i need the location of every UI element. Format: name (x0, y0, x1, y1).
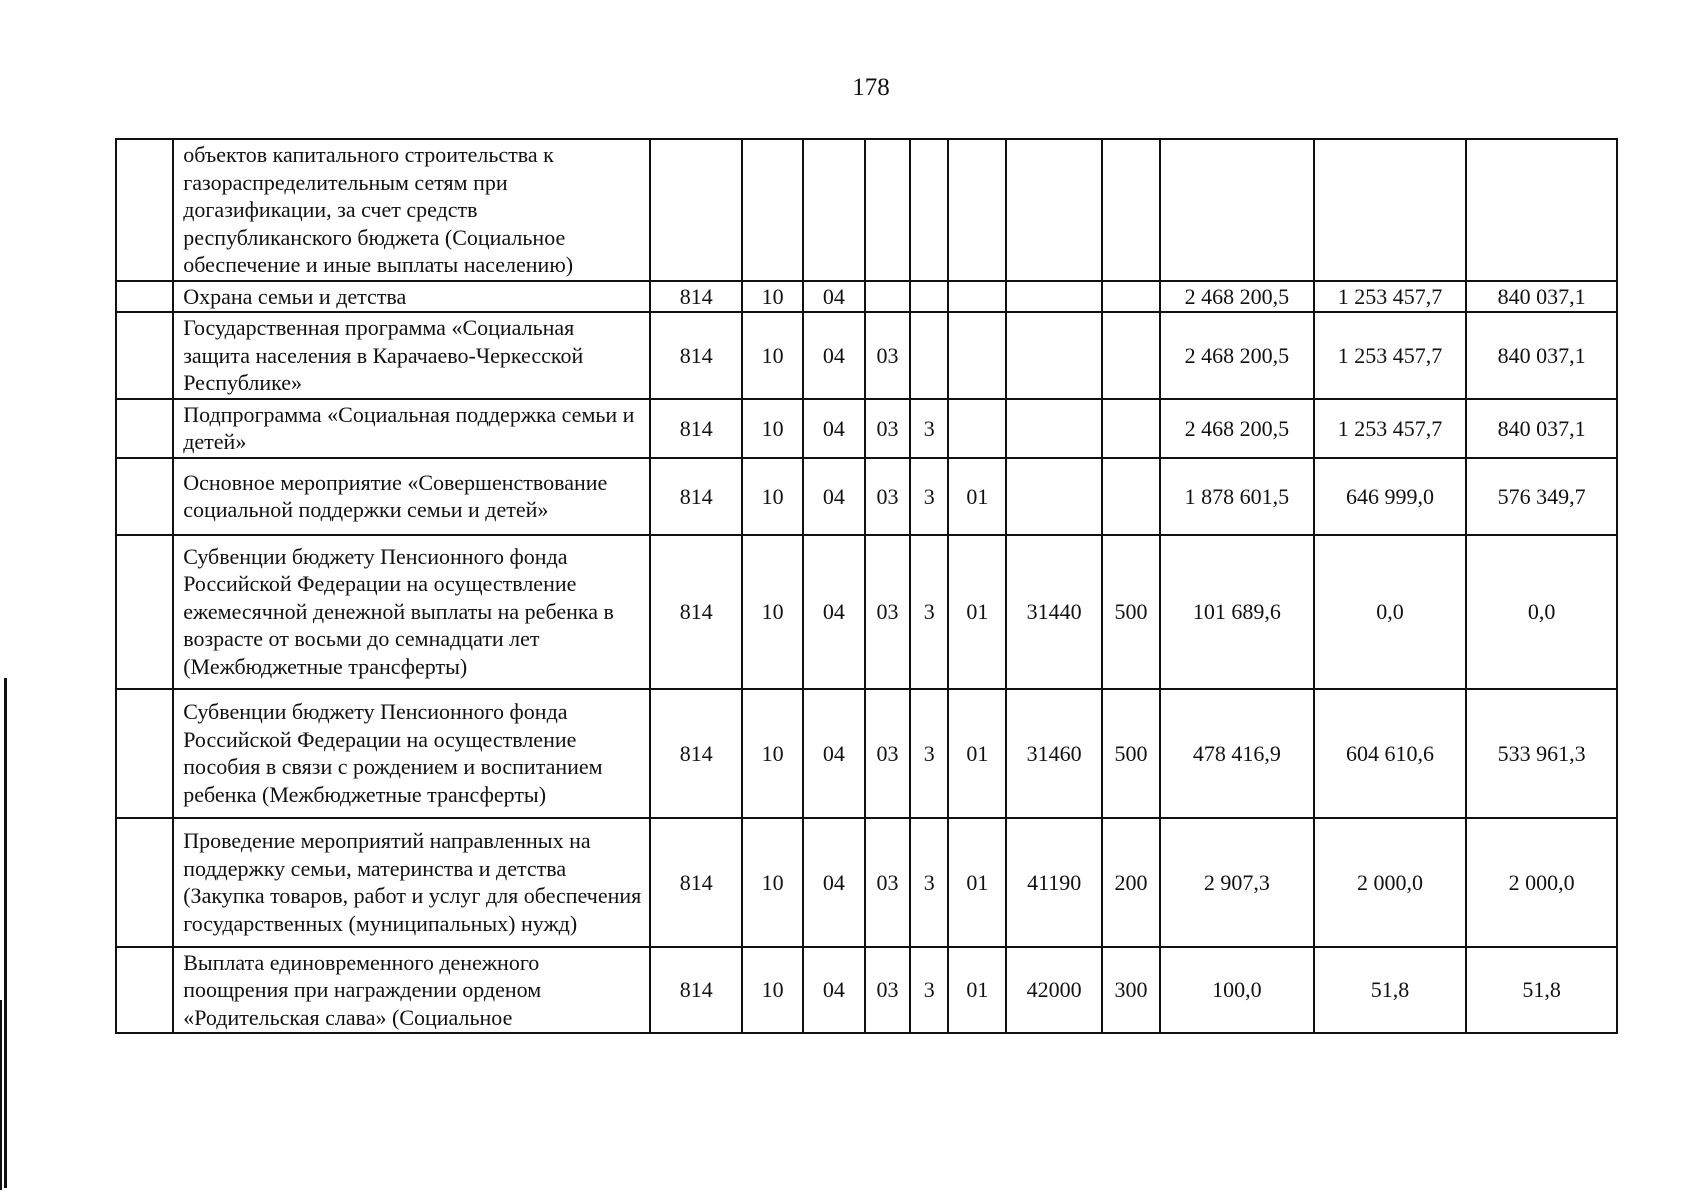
row-number-cell (116, 399, 173, 458)
item-name-cell: Выплата единовременного денежного поощрения при награждении орденом «Родительская слава» (Социальное (173, 947, 650, 1034)
section-code-cell: 10 (742, 281, 802, 313)
program-code-cell (865, 139, 910, 281)
table-row (116, 281, 1617, 313)
item-name-cell: Подпрограмма «Социальная поддержка семьи и детей» (173, 399, 650, 458)
expense-type-cell (1102, 312, 1160, 399)
grbs-code-cell: 814 (650, 281, 742, 313)
expense-type-cell: 500 (1102, 689, 1160, 818)
table-row (116, 535, 1617, 689)
subprogram-code-cell: 3 (910, 947, 948, 1034)
item-name-cell: Охрана семьи и детства (173, 281, 650, 313)
expense-type-cell (1102, 281, 1160, 313)
expense-direction-cell (1006, 139, 1101, 281)
amount-year2-cell (1314, 139, 1467, 281)
amount-year3-cell: 840 037,1 (1466, 312, 1617, 399)
grbs-code-cell: 814 (650, 689, 742, 818)
section-code-cell: 10 (742, 689, 802, 818)
amount-year3-cell: 2 000,0 (1466, 818, 1617, 947)
item-name-cell: Основное мероприятие «Совершенствование социальной поддержки семьи и детей» (173, 458, 650, 535)
row-number-cell (116, 312, 173, 399)
program-code-cell: 03 (865, 818, 910, 947)
expense-direction-cell: 41190 (1006, 818, 1101, 947)
item-name-cell: Проведение мероприятий направленных на поддержку семьи, материнства и детства (Закупка товаров, работ и услуг для обеспечения государственных (муниципальных) нужд) (173, 818, 650, 947)
grbs-code-cell: 814 (650, 399, 742, 458)
main-activity-code-cell (948, 312, 1006, 399)
grbs-code-cell: 814 (650, 947, 742, 1034)
main-activity-code-cell (948, 281, 1006, 313)
expense-type-cell (1102, 139, 1160, 281)
subprogram-code-cell: 3 (910, 818, 948, 947)
section-code-cell: 10 (742, 947, 802, 1034)
expense-direction-cell (1006, 281, 1101, 313)
program-code-cell: 03 (865, 535, 910, 689)
amount-year2-cell: 51,8 (1314, 947, 1467, 1034)
amount-year1-cell: 1 878 601,5 (1160, 458, 1314, 535)
subsection-code-cell: 04 (803, 399, 865, 458)
main-activity-code-cell: 01 (948, 535, 1006, 689)
amount-year1-cell (1160, 139, 1314, 281)
subsection-code-cell (803, 139, 865, 281)
expense-direction-cell (1006, 399, 1101, 458)
section-code-cell: 10 (742, 458, 802, 535)
subsection-code-cell: 04 (803, 312, 865, 399)
row-number-cell (116, 281, 173, 313)
row-number-cell (116, 947, 173, 1034)
amount-year2-cell: 1 253 457,7 (1314, 281, 1467, 313)
expense-direction-cell (1006, 458, 1101, 535)
amount-year3-cell: 51,8 (1466, 947, 1617, 1034)
section-code-cell: 10 (742, 535, 802, 689)
subsection-code-cell: 04 (803, 535, 865, 689)
amount-year3-cell (1466, 139, 1617, 281)
table-row (116, 312, 1617, 399)
row-number-cell (116, 535, 173, 689)
program-code-cell (865, 281, 910, 313)
program-code-cell: 03 (865, 399, 910, 458)
amount-year3-cell: 840 037,1 (1466, 281, 1617, 313)
amount-year2-cell: 2 000,0 (1314, 818, 1467, 947)
row-number-cell (116, 689, 173, 818)
subprogram-code-cell (910, 139, 948, 281)
table-row (116, 458, 1617, 535)
section-code-cell (742, 139, 802, 281)
program-code-cell: 03 (865, 947, 910, 1034)
amount-year2-cell: 1 253 457,7 (1314, 312, 1467, 399)
subsection-code-cell: 04 (803, 818, 865, 947)
amount-year3-cell: 0,0 (1466, 535, 1617, 689)
section-code-cell: 10 (742, 312, 802, 399)
table-body (116, 139, 1617, 1033)
table-row (116, 947, 1617, 1034)
expense-direction-cell: 42000 (1006, 947, 1101, 1034)
amount-year2-cell: 0,0 (1314, 535, 1467, 689)
row-number-cell (116, 139, 173, 281)
amount-year1-cell: 100,0 (1160, 947, 1314, 1034)
grbs-code-cell: 814 (650, 458, 742, 535)
grbs-code-cell (650, 139, 742, 281)
program-code-cell: 03 (865, 312, 910, 399)
subprogram-code-cell: 3 (910, 458, 948, 535)
subsection-code-cell: 04 (803, 947, 865, 1034)
main-activity-code-cell: 01 (948, 458, 1006, 535)
subsection-code-cell: 04 (803, 458, 865, 535)
subprogram-code-cell (910, 312, 948, 399)
main-activity-code-cell: 01 (948, 947, 1006, 1034)
expense-type-cell (1102, 399, 1160, 458)
expense-type-cell (1102, 458, 1160, 535)
section-code-cell: 10 (742, 818, 802, 947)
item-name-cell: Субвенции бюджету Пенсионного фонда Российской Федерации на осуществление ежемесячной денежной выплаты на ребенка в возрасте от восьми до семнадцати лет (Межбюджетные трансферты) (173, 535, 650, 689)
expense-direction-cell: 31460 (1006, 689, 1101, 818)
grbs-code-cell: 814 (650, 312, 742, 399)
subprogram-code-cell: 3 (910, 399, 948, 458)
amount-year2-cell: 604 610,6 (1314, 689, 1467, 818)
amount-year1-cell: 2 468 200,5 (1160, 312, 1314, 399)
amount-year1-cell: 2 468 200,5 (1160, 281, 1314, 313)
expense-type-cell: 200 (1102, 818, 1160, 947)
main-activity-code-cell: 01 (948, 818, 1006, 947)
main-activity-code-cell: 01 (948, 689, 1006, 818)
table-row (116, 689, 1617, 818)
expense-type-cell: 300 (1102, 947, 1160, 1034)
budget-table (115, 138, 1618, 1034)
grbs-code-cell: 814 (650, 818, 742, 947)
program-code-cell: 03 (865, 689, 910, 818)
section-code-cell: 10 (742, 399, 802, 458)
table-row (116, 399, 1617, 458)
amount-year3-cell: 576 349,7 (1466, 458, 1617, 535)
amount-year1-cell: 101 689,6 (1160, 535, 1314, 689)
scan-edge-mark (0, 1000, 2, 1190)
amount-year3-cell: 840 037,1 (1466, 399, 1617, 458)
item-name-cell: объектов капитального строительства к газораспределительным сетям при догазификации, за счет средств республиканского бюджета (Социальное обеспечение и иные выплаты населению) (173, 139, 650, 281)
subsection-code-cell: 04 (803, 281, 865, 313)
table-row (116, 818, 1617, 947)
scan-edge-mark (4, 678, 7, 1188)
main-activity-code-cell (948, 139, 1006, 281)
subprogram-code-cell (910, 281, 948, 313)
program-code-cell: 03 (865, 458, 910, 535)
amount-year1-cell: 2 468 200,5 (1160, 399, 1314, 458)
subsection-code-cell: 04 (803, 689, 865, 818)
expense-direction-cell (1006, 312, 1101, 399)
amount-year3-cell: 533 961,3 (1466, 689, 1617, 818)
expense-direction-cell: 31440 (1006, 535, 1101, 689)
main-activity-code-cell (948, 399, 1006, 458)
table-row (116, 139, 1617, 281)
amount-year2-cell: 646 999,0 (1314, 458, 1467, 535)
amount-year2-cell: 1 253 457,7 (1314, 399, 1467, 458)
item-name-cell: Государственная программа «Социальная защита населения в Карачаево-Черкесской Республике» (173, 312, 650, 399)
expense-type-cell: 500 (1102, 535, 1160, 689)
grbs-code-cell: 814 (650, 535, 742, 689)
row-number-cell (116, 818, 173, 947)
amount-year1-cell: 2 907,3 (1160, 818, 1314, 947)
subprogram-code-cell: 3 (910, 689, 948, 818)
subprogram-code-cell: 3 (910, 535, 948, 689)
amount-year1-cell: 478 416,9 (1160, 689, 1314, 818)
page-number: 178 (852, 74, 890, 101)
item-name-cell: Субвенции бюджету Пенсионного фонда Российской Федерации на осуществление пособия в связи с рождением и воспитанием ребенка (Межбюджетные трансферты) (173, 689, 650, 818)
row-number-cell (116, 458, 173, 535)
